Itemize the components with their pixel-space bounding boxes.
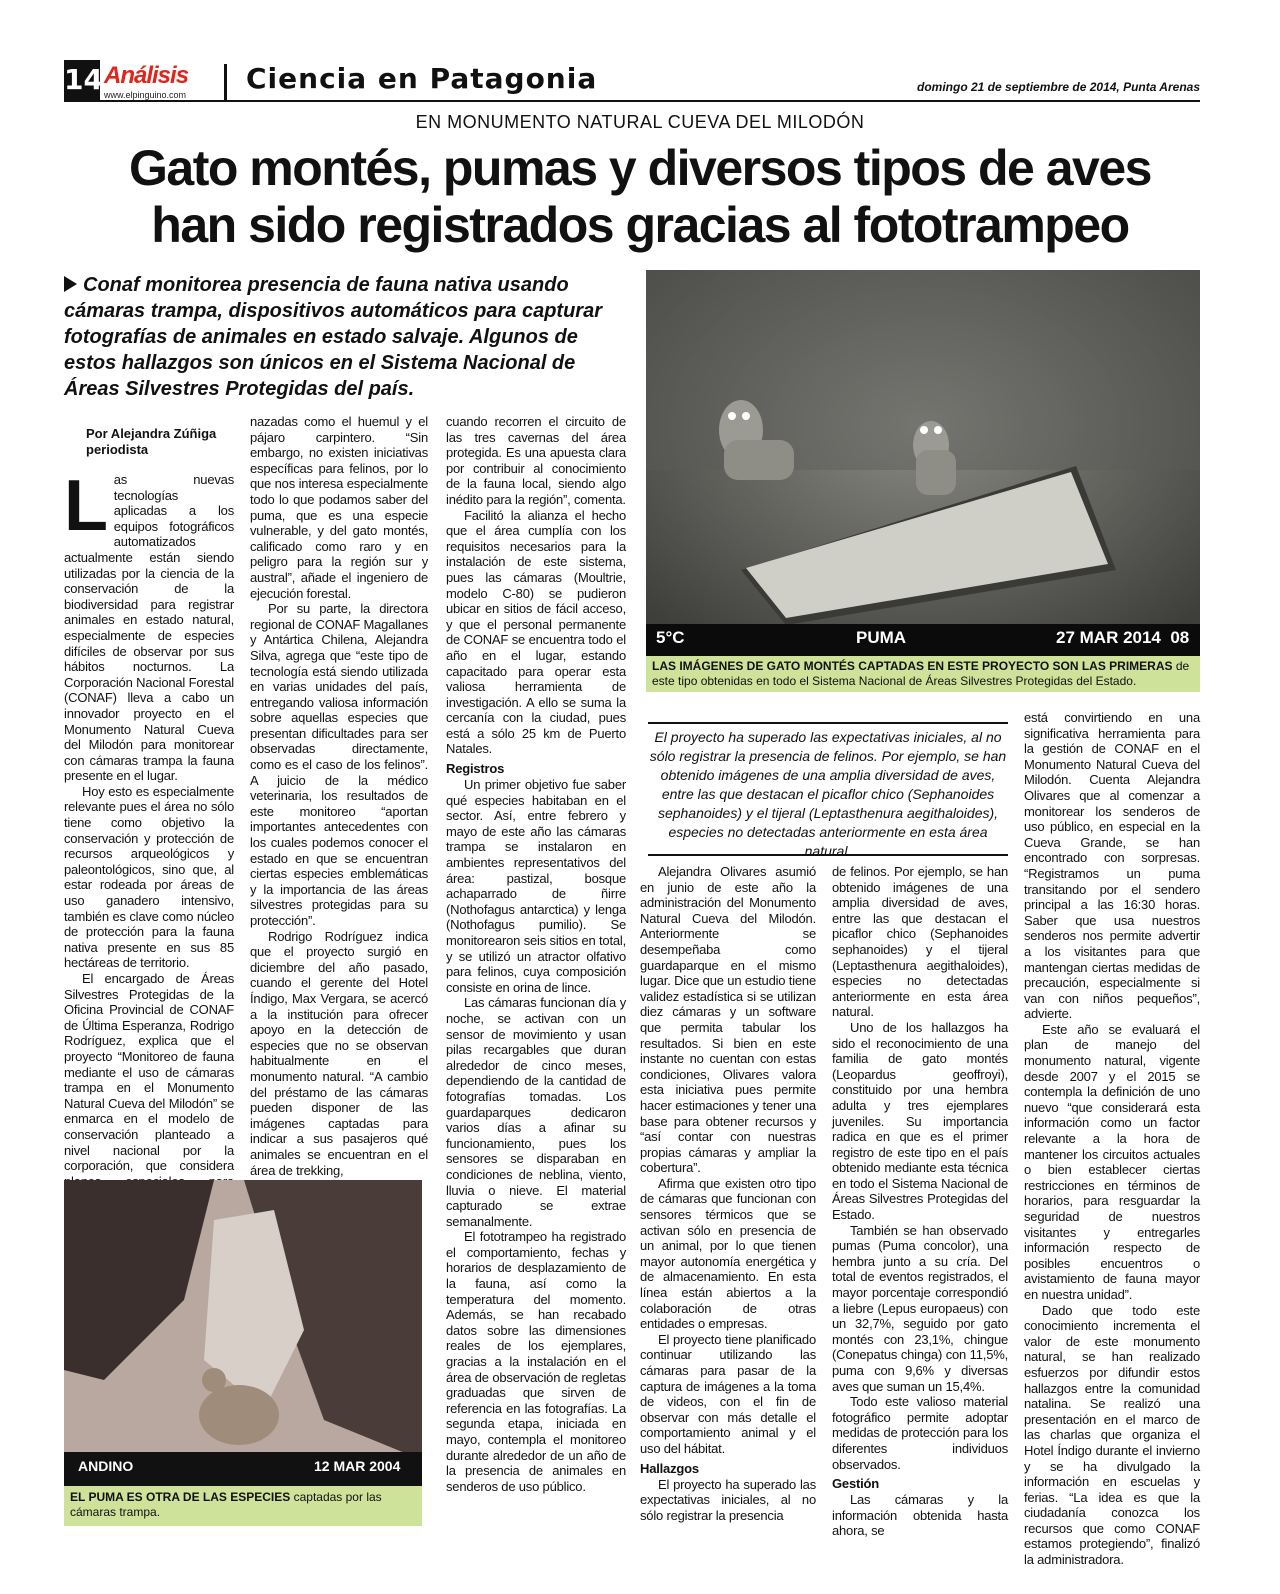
paragraph: El proyecto ha superado las expectativas iniciales, al no sólo registrar la presencia (640, 1476, 816, 1523)
paragraph: Uno de los hallazgos ha sido el reconocimiento de una familia de gato montés (Leopardus geoffroyi), constituido por una hembra adulta y tres ejemplares juveniles. Su importancia radica en que es el primer registro de este tipo en el país obtenido mediante esta técnica en todo el Sistema Nacional de Áreas Silvestres Protegidas del Estado. (832, 1019, 1008, 1223)
camera-stamp-label: PUMA (856, 628, 907, 647)
paragraph: as nuevas tecnologías aplicadas a los equipos fotográficos automatizados actualmente están siendo utilizadas por la ciencia de la conservación de la biodiversidad para registrar animales en estado natural, especialmente de especies difíciles de observar por sus hábitos nocturnos. La Corporación Nacional Forestal (CONAF) lleva a cabo un innovador proyecto en el Monumento Natural Cueva del Milodón para monitorear con cámaras trampa la fauna presente en el lugar. (64, 472, 234, 784)
column-5 (832, 864, 1008, 1539)
caption-emphasis: LAS IMÁGENES DE GATO MONTÉS CAPTADAS EN ESTE PROYECTO SON LAS PRIMERAS (652, 659, 1173, 673)
camera-stamp-date: 27 MAR 2014 08 (1056, 628, 1190, 647)
caption-text: captadas por las cámaras trampa. (70, 1490, 382, 1519)
paragraph: Rodrigo Rodríguez indica que el proyecto surgió en diciembre del año pasado, cuando el gerente del Hotel Índigo, Max Vergara, se acercó a la institución para ofrecer apoyo en la detección de especies que no se observan habitualmente en el monumento natural. “A cambio del préstamo de las cámaras pueden disponer de las imágenes captadas para indicar a sus pasajeros qué animales se encuentran en el área de trekking, (250, 928, 428, 1178)
paragraph: de felinos. Por ejemplo, se han obtenido imágenes de una amplia diversidad de aves, entre las que destacan el picaflor chico (Sephanoides sephanoides) y el tijeral (Leptasthenura aegithaloides), especies no detectadas anteriormente en esta área natural. (832, 864, 1008, 1020)
byline (64, 426, 244, 458)
paragraph: Un primer objetivo fue saber qué especies habitaban en el sector. Así, entre febrero y mayo de este año las cámaras trampa se instalaron en ambientes representativos del área: pastizal, bosque achaparrado de ñirre (Nothofagus antarctica) y lenga (Nothofagus pumilio). Se monitorearon seis sitios en total, y se utilizó un atractor olfativo para felinos, cuya composición consiste en orina de lince. (446, 777, 626, 995)
paragraph: Facilitó la alianza el hecho que el área cumplía con los requisitos necesarios para la instalación de este sistema, pues las cámaras (Moultrie, modelo C-80) se pudieron ubicar en sitios de fácil acceso, y que el personal permanente de CONAF se encuentra todo el año en el lugar, estando capacitado para operar esta valiosa herramienta de investigación. A ello se suma la cercanía con la ciudad, pues está a sólo 25 km de Puerto Natales. (446, 507, 626, 757)
column-1 (64, 466, 234, 1205)
column-6 (1024, 710, 1200, 1568)
byline-role: periodista (86, 442, 149, 457)
drop-cap: L (64, 466, 108, 546)
camera-stamp-temperature: 5°C (656, 628, 685, 647)
kicker: EN MONUMENTO NATURAL CUEVA DEL MILODÓN (415, 112, 865, 132)
photo-puma-image (64, 1180, 422, 1486)
paragraph: También se han observado pumas (Puma concolor), una hembra junto a su cría. Del total de eventos registrados, el mayor porcentaje correspondió a liebre (Lepus europaeus) con un 32,7%, seguido por gato montés con 23,1%, chingue (Conepatus chinga) con 11,5%, puma con 9,6% y diversas aves que suman un 15,4%. (832, 1222, 1008, 1394)
page-number: 14 (64, 60, 100, 100)
header-rule (64, 100, 1200, 102)
paragraph: Por su parte, la directora regional de CONAF Magallanes y Antártica Chilena, Alejandra Silva, agrega que “este tipo de tecnología está siendo utilizada en varias unidades del país, entregando valiosa información sobre aquellas especies que presentan dificultades para ser observadas directamente, como es el caso de los felinos”. A juicio de la médico veterinaria, los resultados de este monitoreo “aportan importantes antecedentes con los cuales podemos conocer el estado en que se encuentran ciertas especies emblemáticas y la importancia de las áreas silvestres protegidas para su protección”. (250, 601, 428, 928)
paragraph: Hoy esto es especialmente relevante pues el área no sólo tiene como objetivo la conservación y protección de recursos arqueológicos y paleontológicos, sino que, al estar rodeada por áreas de uso ganadero intensivo, también es clave como núcleo de protección para la fauna nativa presente en sus 85 hectáreas de territorio. (64, 783, 234, 971)
byline-name: Por Alejandra Zúñiga (86, 426, 217, 441)
headline-line-2: han sido registrados gracias al fototrampeo (151, 197, 1129, 253)
header-separator (224, 64, 227, 100)
section-title: Ciencia en Patagonia (246, 62, 598, 95)
pull-quote: El proyecto ha superado las expectativas iniciales, al no sólo registrar la presencia de felinos. Por ejemplo, se han obtenido imágenes de una amplia diversidad de aves, entre las que destacan el picaflor chico (Sephanoides sephanoides) y el tijeral (Leptasthenura aegithaloides), especies no detectadas anteriormente en esta área natural. (648, 722, 1008, 856)
paragraph: El encargado de Áreas Silvestres Protegidas de la Oficina Provincial de CONAF de Última Esperanza, Rodrigo Rodríguez, explica que el proyecto “Monitoreo de fauna mediante el uso de cámaras trampa en el Monumento Natural Cueva del Milodón” se enmarca en el modelo de conservación planteado a nivel nacional por la corporación, que considera (64, 971, 234, 1174)
paragraph: Dado que todo este conocimiento incrementa el valor de este monumento natural, se han realizado esfuerzos por difundir estos hallazgos entre la comunidad natalina. Se realizó una presentación en el marco de las charlas que organiza el Hotel Índigo durante el invierno y se ha divulgado la información en escuelas y ferias. “La idea es que la ciudadanía conozca los recursos que como CONAF estamos protegiendo”, finalizó la administradora. (1024, 1302, 1200, 1568)
paragraph: Todo este valioso material fotográfico permite adoptar medidas de protección para los diferentes individuos observados. (832, 1394, 1008, 1472)
photo-caption-puma (64, 1486, 422, 1526)
paragraph: Alejandra Olivares asumió en junio de este año la administración del Monumento Natural Cueva del Milodón. Anteriormente se desempeñaba como guardaparque en el mismo lugar. Dice que un estudio tiene validez estadística si se utilizan diez cámaras y un software que permita tabular los resultados. Si bien en este instante no cuentan con estas condiciones, Olivares valora esta iniciativa pues permite hacer estimaciones y tener una base para obtener recursos y “así contar con nuestras propias cámaras y ampliar la cobertura”. (640, 864, 816, 1176)
camera-stamp-label: ANDINO (78, 1458, 134, 1474)
headline-line-1: Gato montés, pumas y diversos tipos de aves (129, 140, 1151, 196)
headline (60, 140, 1220, 254)
column-2 (250, 414, 428, 1178)
paragraph: nazadas como el huemul y el pájaro carpintero. “Sin embargo, no existen iniciativas específicas para felinos, por lo que nos interesa especialmente todo lo que podamos saber del puma, que es una especie vulnerable, y del gato montés, calificado como raro y en peligro para la región sur y austral”, añade el ingeniero de ejecución forestal. (250, 414, 428, 601)
paragraph: Las cámaras funcionan día y noche, se activan con un sensor de movimiento y usan pilas recargables que duran alrededor de cinco meses, dependiendo de la cantidad de fotografías tomadas. Los guardaparques dedicaron varios días a afinar su funcionamiento, pues los sensores se disparaban en condiciones de neblina, viento, lluvia o nieve. El material capturado se extrae semanalmente. (446, 995, 626, 1229)
photo-caption-gato-montes (646, 656, 1200, 692)
column-4 (640, 864, 816, 1523)
paragraph: Afirma que existen otro tipo de cámaras que funcionan con sensores térmicos que se activan sólo en presencia de un animal, por lo que tienen mayor autonomía energética y de almacenamiento. En esta línea están abiertos a la colaboración de otras entidades o empresas. (640, 1175, 816, 1332)
subhead-registros: Registros (446, 761, 505, 777)
subhead-hallazgos: Hallazgos (640, 1460, 699, 1476)
triangle-bullet-icon (64, 276, 77, 292)
subhead-gestion: Gestión (832, 1476, 879, 1492)
paragraph: El fototrampeo ha registrado el comportamiento, fechas y horarios de desplazamiento de la fauna, así como la temperatura del momento. Además, se han recabado datos sobre las dimensiones reales de los ejemplares, gracias a la instalación en el área de observación de regletas graduadas que sirven de referencia en las fotografías. La segunda etapa, iniciada en mayo, contempla el monitoreo durante alrededor de un año de la presencia de animales en senderos de uso público. (446, 1229, 626, 1494)
camera-stamp-date: 12 MAR 2004 (314, 1458, 401, 1474)
paragraph: El proyecto tiene planificado continuar utilizando las cámaras para pasar de la captura de imágenes a la toma de videos, con el fin de observar con más detalle el comportamiento animal y el uso del hábitat. (640, 1331, 816, 1456)
caption-emphasis: EL PUMA ES OTRA DE LAS ESPECIES (70, 1490, 291, 1504)
lede (64, 272, 624, 402)
caption-text: de este tipo obtenidas en todo el Sistema Nacional de Áreas Silvestres Protegidas del Estado. (652, 659, 1190, 688)
publication-logo: Análisis (104, 62, 189, 89)
photo-gato-montes (646, 270, 1200, 658)
lede-text: Conaf monitorea presencia de fauna nativa usando cámaras trampa, dispositivos automáticos para capturar fotografías de animales en estado salvaje. Algunos de estos hallazgos son únicos en el Sistema Nacional de Áreas Silvestres Protegidas del país. (64, 274, 602, 400)
paragraph: Este año se evaluará el plan de manejo del monumento natural, vigente desde 2007 y el 2015 se contempla la definición de uno nuevo “que considerará esta información como un factor relevante a la hora de mantener los circuitos actuales o bien establecer ciertas restricciones en términos de horarios, para resguardar la seguridad de nuestros visitantes y entregarles información respecto de posibles encuentros o avistamiento de fauna mayor en nuestra unidad”. (1024, 1021, 1200, 1302)
dateline: domingo 21 de septiembre de 2014, Punta Arenas (917, 80, 1200, 94)
photo-gato-montes-image (646, 270, 1200, 658)
paragraph: Las cámaras y la información obtenida hasta ahora, se (832, 1492, 1008, 1539)
publication-url: www.elpinguino.com (104, 90, 187, 100)
paragraph: está convirtiendo en una significativa herramienta para la gestión de CONAF en el Monumento Natural Cueva del Milodón. Cuenta Alejandra Olivares que al comenzar a monitorear los senderos de uso público, en especial en la Cueva Grande, se han encontrado con sorpresas. “Registramos un puma transitando por el sendero principal a las 16:30 horas. Saber que usa nuestros senderos nos permite advertir a los visitantes para que mantengan ciertas medidas de precaución, especialmente si van con niños pequeños”, advierte. (1024, 710, 1200, 1022)
photo-puma (64, 1180, 422, 1486)
paragraph: cuando recorren el circuito de las tres cavernas del área protegida. Es una apuesta clara por contribuir al conocimiento de la fauna local, siendo algo inédito para la región”, comenta. (446, 414, 626, 507)
column-3 (446, 414, 626, 1494)
